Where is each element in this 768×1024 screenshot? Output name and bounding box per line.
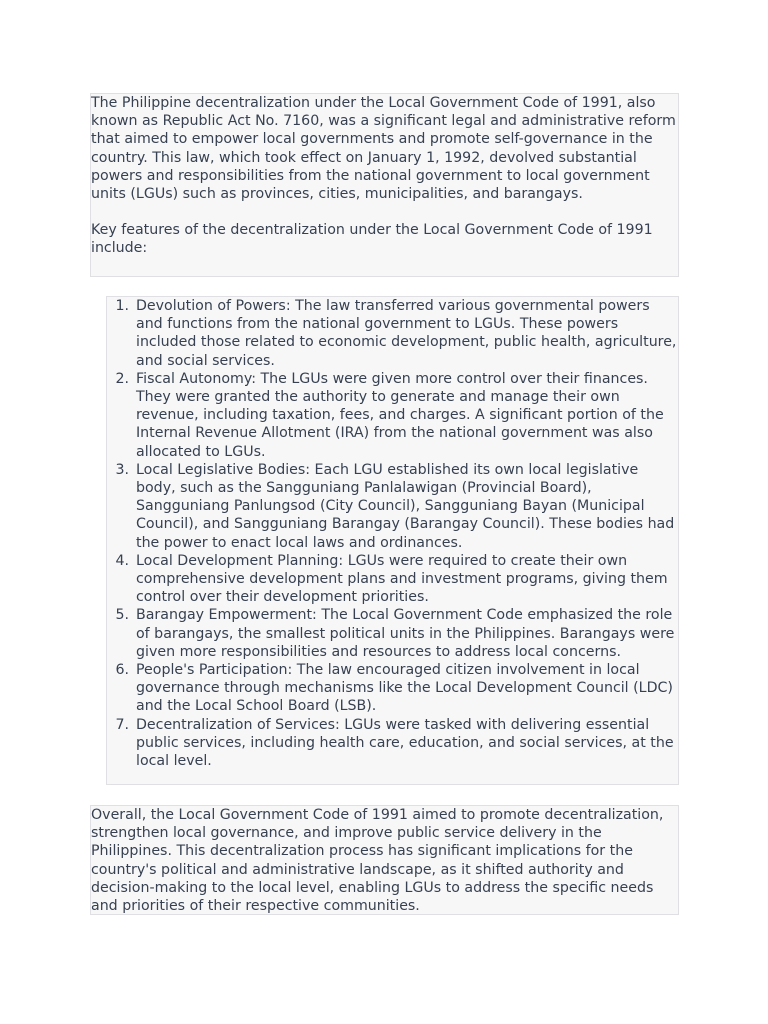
list-item bbox=[107, 552, 678, 607]
intro-paragraph: The Philippine decentralization under the Local Government Code of 1991, also known as Republic Act No. 7160, was a significant legal and administrative reform that aimed to empower local governments and promote self-governance in the country. This law, which took effect on January 1, 1992, devolved substantial powers and responsibilities from the national government to local government units (LGUs) such as provinces, cities, municipalities, and barangays. bbox=[91, 95, 676, 203]
list-item-number: 6. bbox=[115, 662, 129, 679]
list-item-number: 4. bbox=[115, 552, 129, 569]
list-item-text: Decentralization of Services: LGUs were tasked with delivering essential public services, including health care, education, and social services, at the local level. bbox=[136, 716, 674, 770]
list-item-number: 7. bbox=[115, 716, 129, 733]
key-features-lead: Key features of the decentralization under the Local Government Code of 1991 include: bbox=[91, 222, 653, 257]
list-item-text: Fiscal Autonomy: The LGUs were given more control over their finances. They were granted the authority to generate and manage their own revenue, including taxation, fees, and charges. A significant portion of the Internal Revenue Allotment (IRA) from the national government was also allocated to LGUs. bbox=[136, 370, 664, 460]
list-item-number: 2. bbox=[115, 370, 129, 387]
closing-paragraph: Overall, the Local Government Code of 1991 aimed to promote decentralization, strengthen local governance, and improve public service delivery in the Philippines. This decentralization process has significant implications for the country's political and administrative landscape, as it shifted authority and decision-making to the local level, enabling LGUs to address the specific needs and priorities of their respective communities. bbox=[91, 807, 664, 915]
list-item-number: 5. bbox=[115, 607, 129, 624]
list-item-text: Devolution of Powers: The law transferred various governmental powers and functions from the national government to LGUs. These powers included those related to economic development, public health, agriculture, and social services. bbox=[136, 298, 677, 369]
list-item bbox=[107, 606, 678, 661]
list-item-number: 1. bbox=[115, 298, 129, 314]
intro-section bbox=[90, 93, 679, 277]
list-item bbox=[107, 297, 678, 370]
features-list-section bbox=[106, 296, 679, 785]
list-item bbox=[107, 461, 678, 552]
closing-section bbox=[90, 805, 679, 915]
list-item-text: Local Legislative Bodies: Each LGU established its own local legislative body, such as the Sangguniang Panlalawigan (Provincial Board), Sangguniang Panlungsod (City Council), Sangguniang Bayan (Municipal Council), and Sangguniang Barangay (Barangay Council). These bodies had the power to enact local laws and ordinances. bbox=[136, 461, 675, 551]
list-item bbox=[107, 370, 678, 461]
list-item bbox=[107, 661, 678, 716]
list-item-number: 3. bbox=[115, 461, 129, 478]
features-list bbox=[107, 297, 678, 770]
list-item-text: Barangay Empowerment: The Local Government Code emphasized the role of barangays, the smallest political units in the Philippines. Barangays were given more responsibilities and resources to address local concerns. bbox=[136, 607, 675, 660]
list-item-text: Local Development Planning: LGUs were required to create their own comprehensive development plans and investment programs, giving them control over their development priorities. bbox=[136, 552, 668, 606]
list-item bbox=[107, 716, 678, 771]
list-item-text: People's Participation: The law encouraged citizen involvement in local governance through mechanisms like the Local Development Council (LDC) and the Local School Board (LSB). bbox=[136, 662, 673, 715]
